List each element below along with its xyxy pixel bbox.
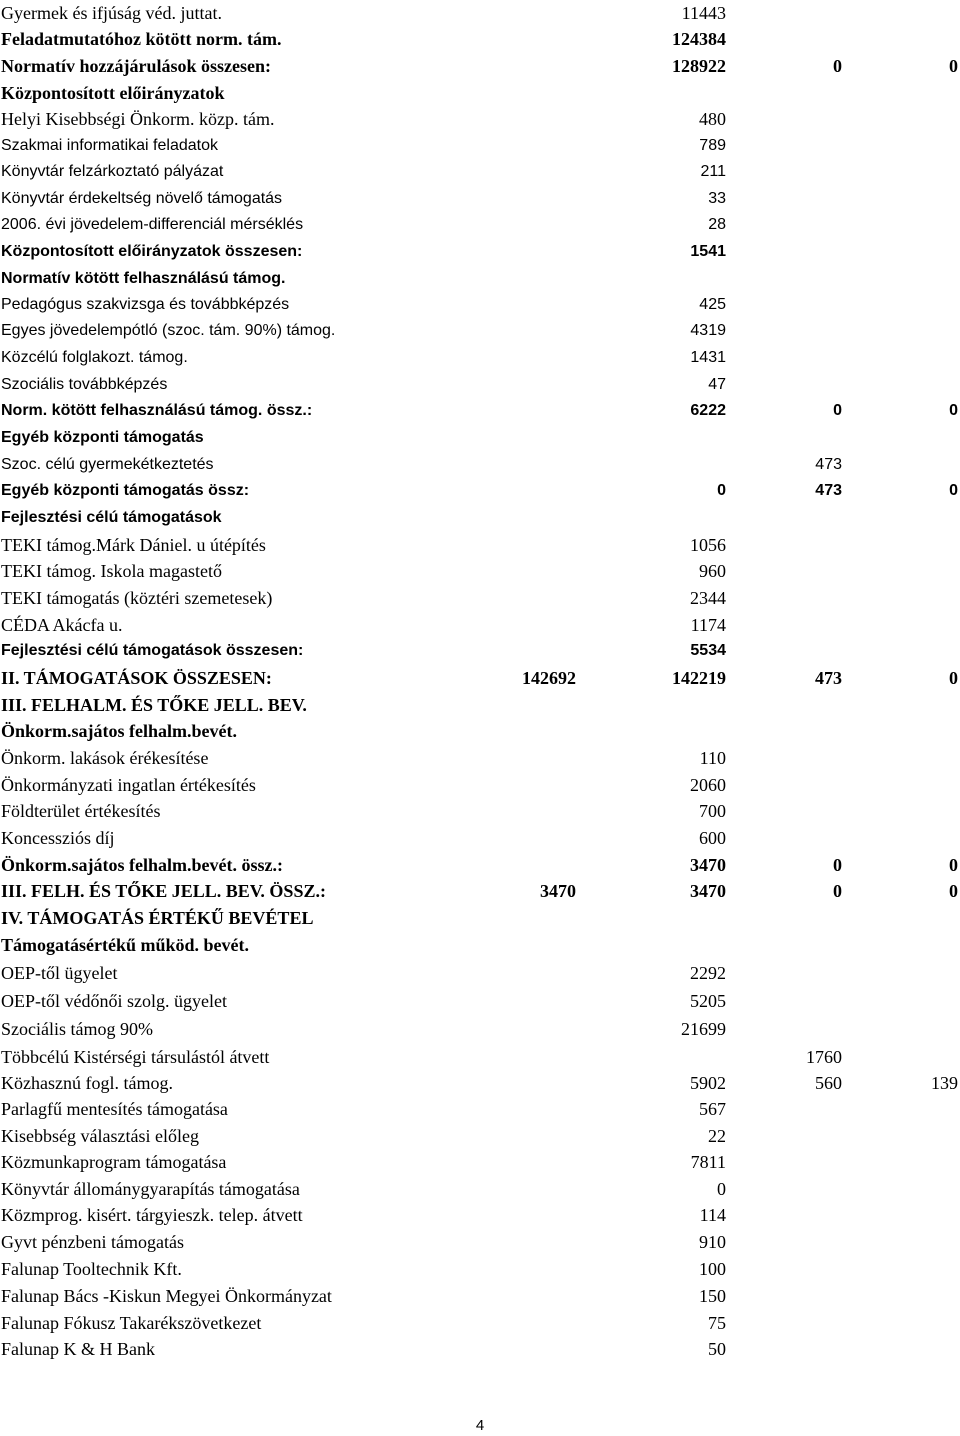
row-value-c4: 0 [949, 668, 958, 688]
row-value-c2: 3470 [690, 881, 726, 901]
table-row [0, 1285, 960, 1311]
table-row [0, 1072, 960, 1098]
row-value-c2: 75 [708, 1313, 726, 1333]
table-row [0, 907, 960, 933]
row-value-c2: 110 [699, 748, 726, 768]
table-row [0, 800, 960, 826]
row-value-c4: 0 [949, 881, 958, 901]
row-label: Fejlesztési célú támogatások összesen: [1, 642, 304, 659]
row-value-c3: 473 [815, 456, 842, 473]
row-value-c2: 1174 [690, 615, 726, 635]
table-row [0, 694, 960, 720]
row-label: Gyermek és ifjúság véd. juttat. [1, 3, 222, 23]
row-label: Önkormányzati ingatlan értékesítés [1, 775, 256, 795]
row-value-c2: 1541 [690, 243, 726, 260]
row-value-c2: 150 [699, 1286, 726, 1306]
table-row [0, 1125, 960, 1151]
table-row [0, 108, 960, 134]
row-label: III. FELHALM. ÉS TŐKE JELL. BEV. [1, 695, 307, 715]
table-row [0, 534, 960, 560]
row-value-c2: 4319 [690, 322, 726, 339]
row-value-c4: 0 [949, 402, 958, 419]
table-row [0, 720, 960, 746]
table-row [0, 347, 960, 373]
table-row [0, 640, 960, 666]
row-label: Önkorm. lakások érékesítése [1, 748, 209, 768]
row-value-c2: 1056 [690, 535, 726, 555]
row-value-c2: 5205 [690, 991, 726, 1011]
row-label: Földterület értékesítés [1, 801, 161, 821]
row-value-c2: 480 [699, 109, 726, 129]
row-label: Közhasznú fogl. támog. [1, 1073, 173, 1093]
row-value-c2: 567 [699, 1099, 726, 1119]
row-label: Közmunkaprogram támogatása [1, 1152, 227, 1172]
table-row [0, 161, 960, 187]
table-row [0, 667, 960, 693]
table-row [0, 1258, 960, 1284]
row-value-c3: 1760 [806, 1047, 842, 1067]
table-row [0, 934, 960, 960]
row-value-c2: 33 [708, 190, 726, 207]
row-label: Falunap Bács -Kiskun Megyei Önkormányzat [1, 1286, 332, 1306]
row-value-c2: 600 [699, 828, 726, 848]
table-row [0, 854, 960, 880]
row-value-c2: 789 [699, 137, 726, 154]
row-value-c3: 0 [833, 881, 842, 901]
row-label: TEKI támog.Márk Dániel. u útépítés [1, 535, 266, 555]
table-row [0, 241, 960, 267]
row-value-c2: 114 [699, 1205, 726, 1225]
row-value-c3: 473 [815, 668, 842, 688]
row-label: Gyvt pénzbeni támogatás [1, 1232, 184, 1252]
row-label: OEP-től ügyelet [1, 963, 118, 983]
row-value-c3: 0 [833, 56, 842, 76]
row-value-c2: 28 [708, 216, 726, 233]
table-row [0, 614, 960, 640]
row-label: Szoc. célú gyermekétkeztetés [1, 456, 214, 473]
row-value-c2: 47 [708, 376, 726, 393]
table-row [0, 427, 960, 453]
row-value-c2: 960 [699, 561, 726, 581]
table-row [0, 587, 960, 613]
row-value-c4: 139 [931, 1073, 958, 1093]
row-value-c2: 2060 [690, 775, 726, 795]
row-value-c1: 3470 [540, 881, 576, 901]
row-value-c3: 0 [833, 402, 842, 419]
row-label: OEP-től védőnői szolg. ügyelet [1, 991, 227, 1011]
row-value-c2: 211 [700, 163, 726, 180]
row-label: Falunap K & H Bank [1, 1339, 155, 1359]
row-value-c2: 700 [699, 801, 726, 821]
row-label: Koncessziós díj [1, 828, 115, 848]
row-value-c4: 0 [949, 855, 958, 875]
row-value-c1: 142692 [522, 668, 576, 688]
row-label: 2006. évi jövedelem-differenciál mérséklés [1, 216, 304, 233]
row-label: Parlagfű mentesítés támogatása [1, 1099, 228, 1119]
row-value-c2: 6222 [690, 402, 726, 419]
row-label: Egyéb központi támogatás össz: [1, 482, 250, 499]
table-row [0, 214, 960, 240]
row-label: Önkorm.sajátos felhalm.bevét. [1, 721, 237, 741]
table-row [0, 1338, 960, 1364]
row-label: Szociális támog 90% [1, 1019, 153, 1039]
row-value-c2: 2292 [690, 963, 726, 983]
row-label: CÉDA Akácfa u. [1, 615, 123, 635]
row-label: Szociális továbbképzés [1, 376, 168, 393]
row-label: Kisebbség választási előleg [1, 1126, 199, 1146]
row-value-c2: 0 [717, 482, 726, 499]
table-row [0, 1204, 960, 1230]
row-label: Könyvtár felzárkoztató pályázat [1, 163, 224, 180]
table-row [0, 1312, 960, 1338]
row-value-c2: 100 [699, 1259, 726, 1279]
row-label: Pedagógus szakvizsga és továbbképzés [1, 296, 290, 313]
table-row [0, 990, 960, 1016]
row-value-c2: 142219 [672, 668, 726, 688]
row-label: IV. TÁMOGATÁS ÉRTÉKŰ BEVÉTEL [1, 908, 314, 928]
row-value-c2: 5902 [690, 1073, 726, 1093]
table-row [0, 320, 960, 346]
row-label: Falunap Fókusz Takarékszövetkezet [1, 1313, 262, 1333]
row-value-c3: 0 [833, 855, 842, 875]
table-row [0, 747, 960, 773]
row-label: Önkorm.sajátos felhalm.bevét. össz.: [1, 855, 283, 875]
table-row [0, 374, 960, 400]
row-label: Helyi Kisebbségi Önkorm. közp. tám. [1, 109, 275, 129]
table-row [0, 880, 960, 906]
table-row [0, 1046, 960, 1072]
row-label: Könyvtár érdekeltség növelő támogatás [1, 190, 283, 207]
row-value-c2: 124384 [672, 29, 726, 49]
row-label: Közmprog. kisért. tárgyieszk. telep. átvett [1, 1205, 303, 1225]
row-value-c2: 7811 [690, 1152, 726, 1172]
row-value-c2: 425 [699, 296, 726, 313]
table-row [0, 1178, 960, 1204]
row-value-c2: 128922 [672, 56, 726, 76]
table-row [0, 400, 960, 426]
table-row [0, 2, 960, 28]
row-label: Egyéb központi támogatás [1, 429, 204, 446]
row-label: III. FELH. ÉS TŐKE JELL. BEV. ÖSSZ.: [1, 881, 326, 901]
row-label: Egyes jövedelempótló (szoc. tám. 90%) támog. [1, 322, 336, 339]
table-row [0, 55, 960, 81]
table-row [0, 774, 960, 800]
row-label: Fejlesztési célú támogatások [1, 509, 222, 526]
table-row [0, 1231, 960, 1257]
row-value-c2: 22 [708, 1126, 726, 1146]
row-value-c4: 0 [949, 56, 958, 76]
table-row [0, 188, 960, 214]
table-row [0, 1018, 960, 1044]
row-label: Norm. kötött felhasználású támog. össz.: [1, 402, 313, 419]
table-row [0, 962, 960, 988]
row-label: Többcélú Kistérségi társulástól átvett [1, 1047, 270, 1067]
table-row [0, 480, 960, 506]
row-value-c4: 0 [949, 482, 958, 499]
table-row [0, 1151, 960, 1177]
row-value-c2: 0 [717, 1179, 726, 1199]
row-label: Falunap Tooltechnik Kft. [1, 1259, 182, 1279]
row-value-c2: 3470 [690, 855, 726, 875]
row-value-c3: 473 [815, 482, 842, 499]
row-value-c2: 1431 [690, 349, 726, 366]
row-value-c3: 560 [815, 1073, 842, 1093]
row-value-c2: 910 [699, 1232, 726, 1252]
row-value-c2: 5534 [690, 642, 726, 659]
table-row [0, 1098, 960, 1124]
row-value-c2: 50 [708, 1339, 726, 1359]
table-row [0, 507, 960, 533]
table-row [0, 268, 960, 294]
row-label: TEKI támog. Iskola magastető [1, 561, 222, 581]
table-row [0, 454, 960, 480]
row-value-c2: 21699 [681, 1019, 726, 1039]
row-label: Központosított előirányzatok összesen: [1, 243, 303, 260]
row-label: Könyvtár állománygyarapítás támogatása [1, 1179, 300, 1199]
row-label: Támogatásértékű működ. bevét. [1, 935, 249, 955]
row-label: II. TÁMOGATÁSOK ÖSSZESEN: [1, 668, 272, 688]
row-label: Központosított előirányzatok [1, 83, 225, 103]
row-value-c2: 2344 [690, 588, 726, 608]
table-row [0, 560, 960, 586]
row-label: Szakmai informatikai feladatok [1, 137, 218, 154]
table-row [0, 28, 960, 54]
row-label: TEKI támogatás (köztéri szemetesek) [1, 588, 273, 608]
table-row [0, 135, 960, 161]
table-row [0, 294, 960, 320]
row-label: Normatív hozzájárulások összesen: [1, 56, 271, 76]
table-row [0, 82, 960, 108]
table-row [0, 827, 960, 853]
row-label: Közcélú folglakozt. támog. [1, 349, 188, 366]
row-value-c2: 11443 [681, 3, 726, 23]
row-label: Normatív kötött felhasználású támog. [1, 270, 286, 287]
page-number: 4 [475, 1417, 485, 1434]
row-label: Feladatmutatóhoz kötött norm. tám. [1, 29, 282, 49]
